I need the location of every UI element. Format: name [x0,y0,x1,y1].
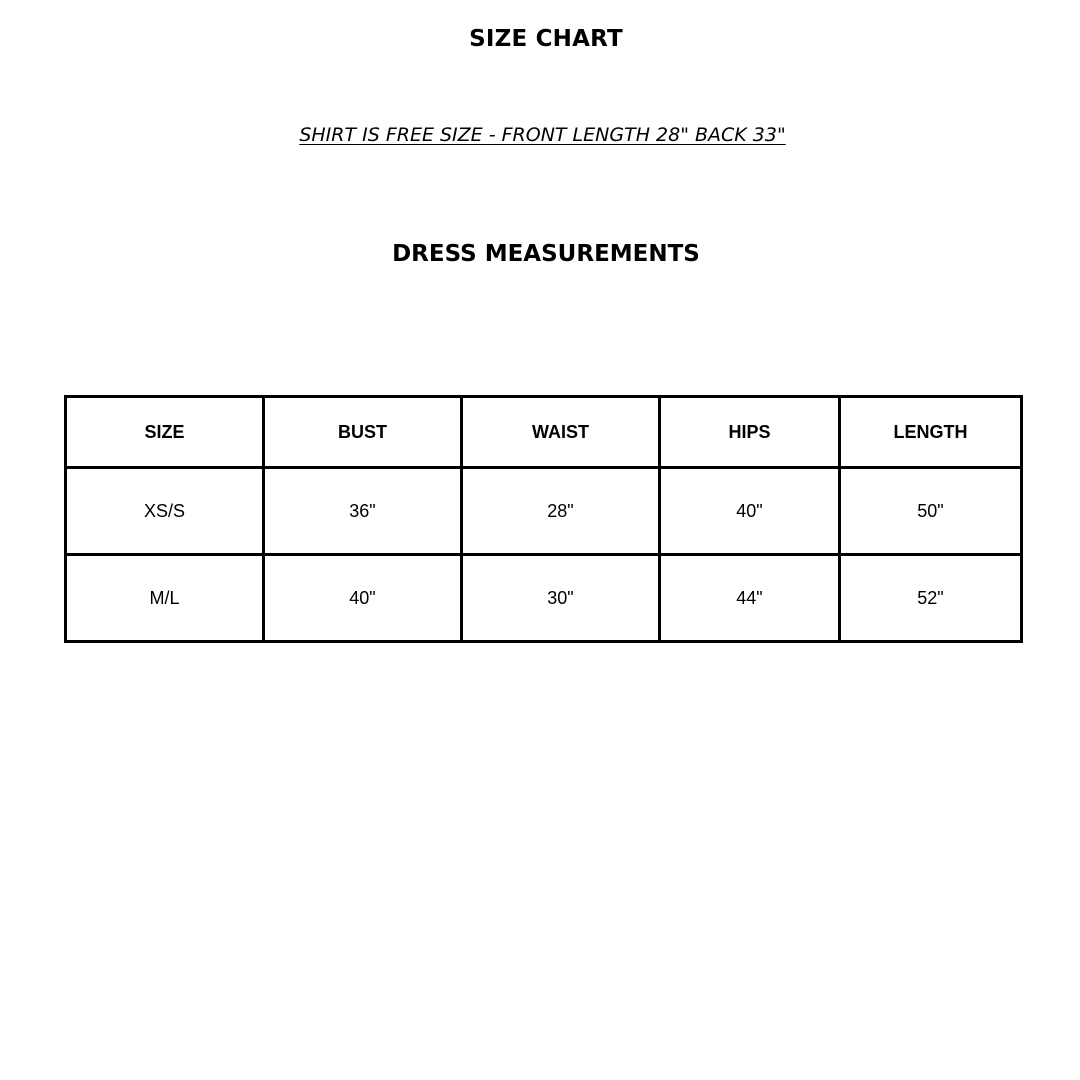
cell-bust: 36" [264,468,462,555]
column-header-length: LENGTH [840,397,1022,468]
table-row [66,555,1022,642]
column-header-size: SIZE [66,397,264,468]
cell-size: M/L [66,555,264,642]
column-header-waist: WAIST [462,397,660,468]
cell-bust: 40" [264,555,462,642]
cell-waist: 28" [462,468,660,555]
shirt-size-note: SHIRT IS FREE SIZE - FRONT LENGTH 28" BACK 33" [299,124,786,146]
cell-hips: 44" [660,555,840,642]
cell-waist: 30" [462,555,660,642]
cell-hips: 40" [660,468,840,555]
page-title: SIZE CHART [469,26,623,52]
cell-length: 50" [840,468,1022,555]
table-row [66,468,1022,555]
column-header-hips: HIPS [660,397,840,468]
cell-length: 52" [840,555,1022,642]
table-header-row [66,397,1022,468]
column-header-bust: BUST [264,397,462,468]
section-title-dress-measurements: DRESS MEASUREMENTS [392,241,700,267]
cell-size: XS/S [66,468,264,555]
size-table [64,395,1023,643]
